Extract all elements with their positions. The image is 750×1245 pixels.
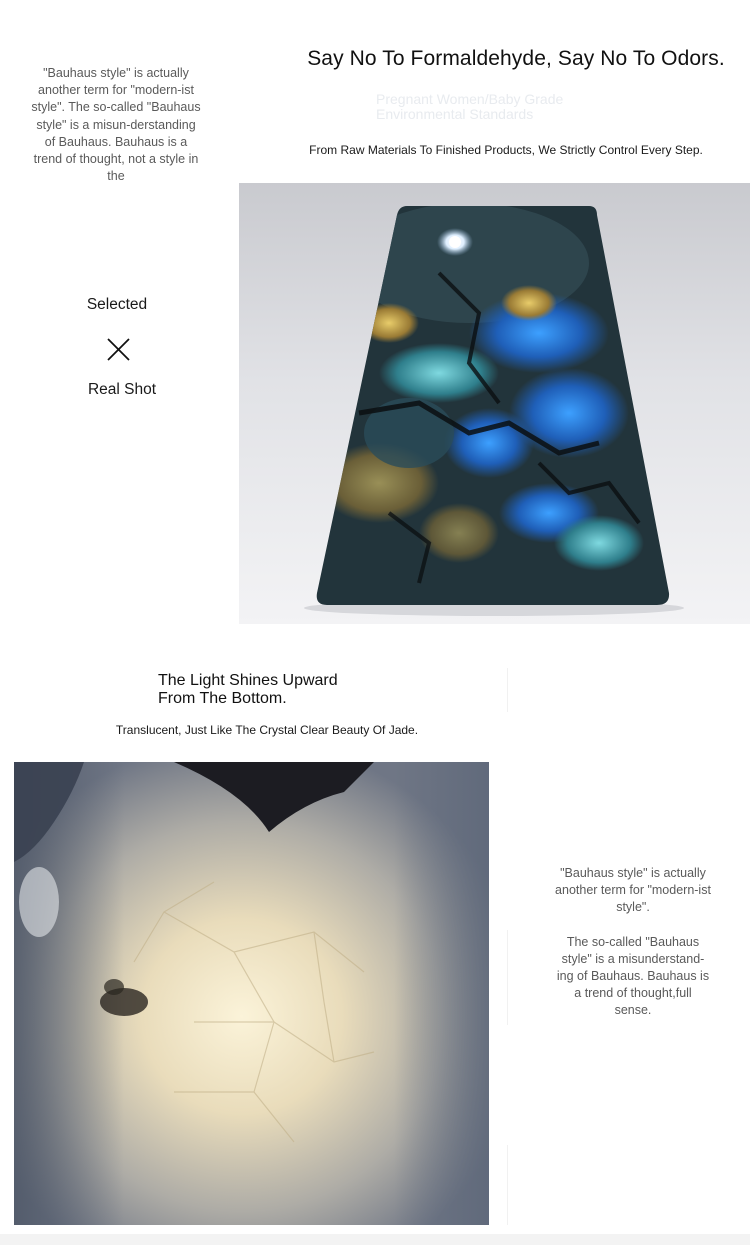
backlit-stone-photo — [14, 762, 489, 1225]
faded-caption-line-2: Environmental Standards — [376, 106, 534, 122]
divider-line — [507, 1145, 508, 1225]
headline: Say No To Formaldehyde, Say No To Odors. — [307, 47, 725, 70]
real-shot-label: Real Shot — [87, 381, 157, 398]
quality-control-subline: From Raw Materials To Finished Products, We Strictly Control Every Step. — [309, 143, 703, 157]
selected-label: Selected — [86, 296, 148, 313]
divider-line — [507, 930, 508, 1025]
close-icon — [106, 337, 131, 362]
divider-line — [507, 668, 508, 712]
faded-caption-line-1: Pregnant Women/Baby Grade — [376, 91, 564, 107]
bauhaus-description-text-2 — [555, 865, 711, 1020]
title-line-2: From The Bottom. — [158, 690, 287, 707]
title-line-1: The Light Shines Upward — [158, 672, 338, 689]
bauhaus-description-text: "Bauhaus style" is actually another term for "modern-ist style". The so-called "Bauhaus style" is a misun-derstanding of Bauhaus. Bauhaus is a trend of thought, not a style in the — [31, 66, 201, 184]
description-paragraph-1: "Bauhaus style" is actually another term for "modern-ist style". — [555, 866, 711, 915]
light-shines-title — [158, 672, 418, 708]
translucent-subline: Translucent, Just Like The Crystal Clear Beauty Of Jade. — [115, 723, 419, 737]
labradorite-slab-photo — [239, 183, 750, 624]
description-paragraph-2: The so-called "Bauhaus style" is a misunderstand-ing of Bauhaus. Bauhaus is a trend of thought,full sense. — [556, 934, 710, 1018]
footer-strip — [0, 1234, 750, 1245]
